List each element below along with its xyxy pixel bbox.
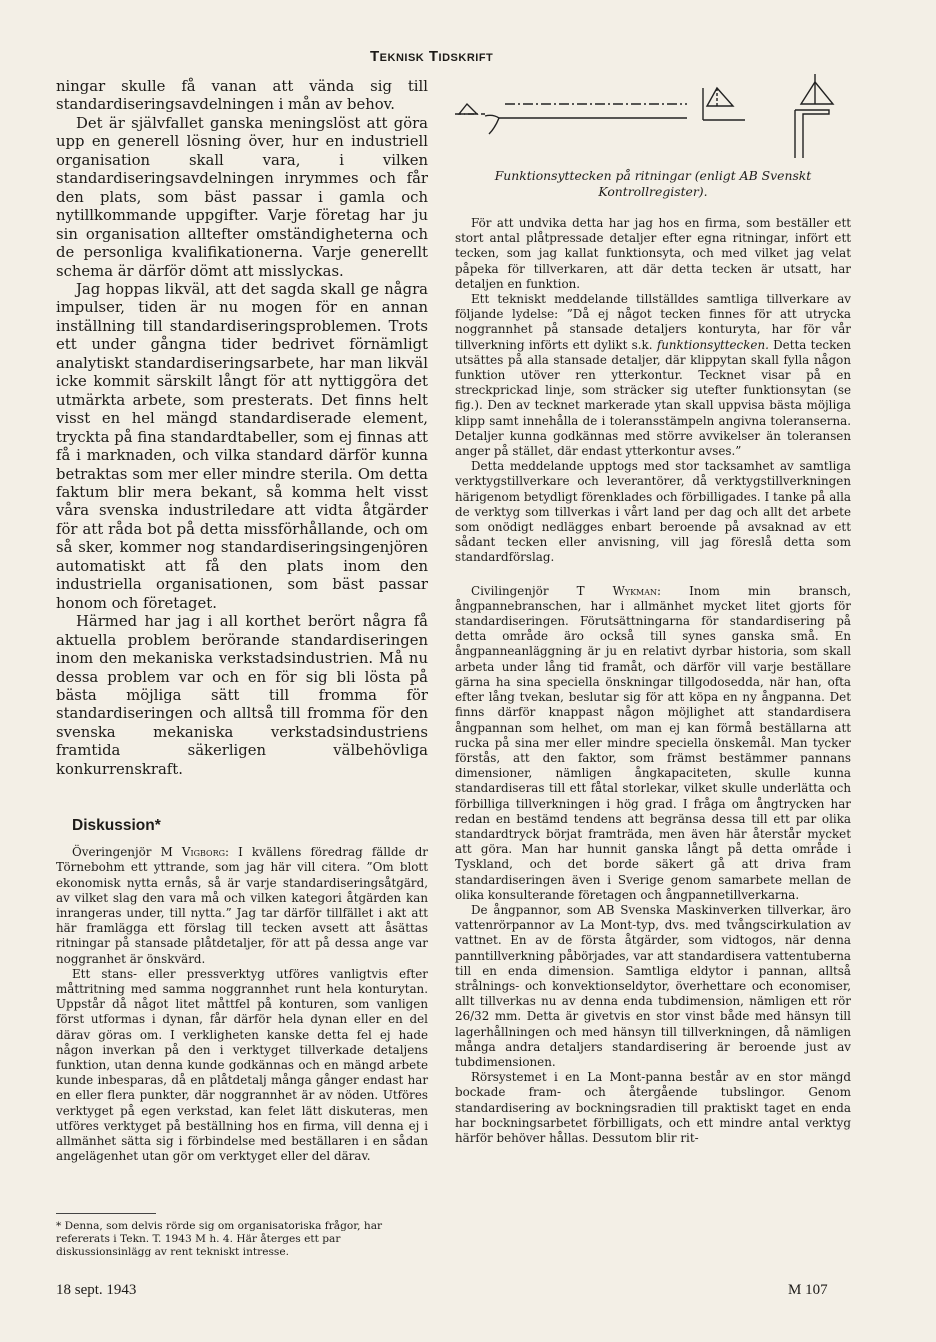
footnote-text: * Denna, som delvis rörde sig om organisatoriska frågor, har refererats i Tekn. T. 1943 M h. 4. Här återges ett par diskussionsinlägg av rent tekniskt intresse. (56, 1220, 383, 1258)
contour-curve (485, 115, 499, 134)
paragraph: Rörsystemet i en La Mont-panna består av en stor mängd bockade fram- och återgående tubslingor. Genom standardisering av bockningsradien till praktiskt taget en enda har bockningsarbetet förbilligats, och ett mindre antal verktyg härför behöver hållas. Dessutom blir rit- (455, 1070, 851, 1145)
discussion-body (56, 845, 428, 1164)
paragraph: Detta meddelande upptogs med stor tacksamhet av samtliga verktygstillverkare och leverantörer, då verktygstillverkningen härigenom betydligt förenklades och förbilligades. I tanke på alla de verktyg som tillverkas i vårt land per dag och allt det arbete som onödigt nedlägges enbart beroende på avsaknad av ett sådant tecken eller anvisning, vill jag föreslå detta som standardförslag. (455, 459, 851, 565)
paragraph: Ett stans- eller pressverktyg utföres vanligtvis efter måttritning med samma noggrannhet runt hela konturytan. Uppstår då något litet måttfel på konturen, som vanligen först utformas i dynan, får därför hela dynan eller en del därav göras om. I verkligheten kanske detta fel ej hade någon inverkan på den i verktyget tillverkade detaljens funktion, utan denna kunde godkännas och en mängd arbete kunde inbesparas, då en plåtdetalj många gånger endast har en eller flera punkter, där noggrannhet är av nöden. Utföres verktyget på egen verkstad, kan felet lätt diskuteras, men utföres verktyget på beställning hos en firma, vill denna ej i allmänhet sätta sig i förbindelse med beställaren i en sådan angelägenhet utan gör om verktyget eller del därav. (56, 966, 428, 1164)
paragraph: Det är självfallet ganska meningslöst att göra upp en generell lösning över, hur en industriell organisation skall vara, i vilken standardiseringsavdelningen inrymmes och får den plats, som bäst passar i gamla och nytillkommande uppgifter. Varje företag har ju sin organisation alltefter omständigheterna och de personliga kvalifikationerna. Varje generellt schema är därför dömt att misslyckas. (56, 114, 428, 280)
triangle-symbol-left (459, 104, 477, 114)
left-column (56, 78, 428, 1164)
paragraph: Jag hoppas likväl, att det sagda skall ge några impulser, tiden är nu mogen för en annan inställning till standardiseringsproblemen. Trots ett under gångna tider bedrivet förnämligt analytiskt standardiseringsarbete, har man likväl icke kommit särskilt långt för att nyttiggöra det utmärkta arbete, som presterats. Det finns helt visst en hel mängd standardiserade element, tryckta på fina standardtabeller, som ej finnas att få i marknaden, och vilka standard därför kunna betraktas som mer eller mindre sterila. Om detta faktum blir mera bekant, så komma helt visst våra svenska industriledare att vidta åtgärder för att råda bot på detta missförhållande, och om så sker, kommer nog standardiseringsingenjören automatiskt att få den plats inom den industriella organisationen, som bäst passar honom och företaget. (56, 280, 428, 612)
paragraph (455, 292, 851, 459)
speaker-name: Vigborg (181, 845, 226, 860)
paragraph (56, 845, 428, 967)
paragraph: De ångpannor, som AB Svenska Maskinverken tillverkar, äro vattenrörpannor av La Mont-typ, dvs. med tvångscirkulation av vattnet. En av de första åtgärder, som vidtogos, när denna panntillverkning påbörjades, var att standardisera vattentuberna till en enda dimension. Samtliga eldytor i pannan, alltså strålnings- och konvektionseldytor, överhettare och economiser, allt tillverkas nu av denna enda tubdimension, nämligen ett rör 26/32 mm. Detta är givetvis en stor vinst både med hänsyn till lagerhållningen och med hänsyn till tillverkningen, då nämligen många andra detaljers standardisering är beroende just av tubdimensionen. (455, 902, 851, 1069)
triangle-symbol-right (801, 82, 833, 104)
speaker-text: : I kvällens föredrag fällde dr Törnebohm ett yttrande, som jag här vill citera. ”Om blott ekonomisk nytta ernås, så är varje standardiseringsåtgärd, av vilket slag den vara må och vilken kategori åtgärden kan inrangeras under, till nytta.” Jag tar därför tillfället i akt att här framlägga ett förslag till tecken avsett att åsättas ritningar på stansade plåtdetaljer, för att på dessa ange var noggranhet är önskvärd. (56, 845, 428, 966)
right-column (455, 72, 851, 1146)
article-body (56, 78, 428, 779)
text-run: Ett tekniskt meddelande tillställdes samtliga tillverkare av följande lydelse: ”Då ej något tecken finnes för att utrycka noggrannhet på stansade detaljers konturyta, har för vår tillverkning införts ett dylikt s.k. (455, 292, 851, 352)
paragraph: Härmed har jag i all korthet berört några få aktuella problem berörande standardiseringen inom den mekaniska verkstadsindustrien. Må nu dessa problem var och en för sig bli lösta på bästa möjliga sätt till fromma för standardiseringen och alltså till fromma för den svenska mekaniska verkstadsindustriens framtida säkerligen välbehövliga konkurrenskraft. (56, 613, 428, 778)
paragraph: För att undvika detta har jag hos en firma, som beställer ett stort antal plåtpressade detaljer efter egna ritningar, infört ett tecken, som jag kallat funktionsyta, och med vilket jag velat påpeka för tillverkaren, att där detta tecken är utsatt, har detaljen en funktion. (455, 216, 851, 291)
page-number: M 107 (788, 1282, 828, 1298)
footnote (56, 1213, 428, 1259)
speaker-title: Civilingenjör T (471, 583, 613, 598)
paragraph (455, 584, 851, 903)
text-run: Detta tecken utsättes på alla stansade detaljer, där klippytan skall fylla någon funktion utöver ren ytterkontur. Tecknet visar på en streckprickad linje, som sträcker sig utefter funktionsytan (se fig.). Den av tecknet markerade ytan skall uppvisa bästa möjliga klipp samt innehålla de i toleransstämpeln angivna toleranserna. Detaljer kunna godkännas med större avvikelser än toleransen anger på stället, där endast ytterkontur avses.” (455, 337, 851, 459)
triangle-symbol-center (707, 88, 733, 106)
footer-date: 18 sept. 1943 (56, 1282, 137, 1298)
function-symbol-figure (455, 74, 851, 158)
speaker-name: Wykman (612, 583, 658, 598)
footnote-rule (56, 1213, 156, 1214)
speaker-text: : Inom min bransch, ångpannebranschen, har i allmänhet mycket litet gjorts för standardiseringen. Förutsättningarna för standardisering på detta område äro också till synes ganska små. En ångpanneanläggning är ju en relativt dyrbar historia, som skall arbeta under lång tid framåt, och därför vill varje beställare gärna ha sina speciella önskningar tillgodosedda, när han, ofta efter lång tvekan, beslutar sig för att köpa en ny ångpanna. Det finns därför knappast någon möjlighet att standardisera ångpannan som helhet, om man ej kan förmå beställarna att rucka på sina mer eller mindre speciella önskemål. Man tycker förstås, att den faktor, som främst bestämmer pannans dimensioner, nämligen ångkapaciteten, skulle kunna standardiseras till ett fåtal storlekar, vilket skulle underlätta och förbilliga tillverkningen i hög grad. I fråga om ångtrycken har redan en bestämd tendens att begränsa dessa till ett par olika standardtryck börjat framträda, men även här återstår mycket att göra. Man har hunnit ganska långt på detta område i Tyskland, och det borde säkert gå att driva fram standardiseringen även i Sverige genom samarbete mellan de olika konsulterande företagen och ångpannetillverkarna. (455, 583, 851, 902)
right-body (455, 216, 851, 1146)
speaker-title: Överingenjör M (72, 845, 182, 860)
figure-caption: Funktionsyttecken på ritningar (enligt AB Svenskt Kontrollregister). (494, 168, 812, 199)
journal-masthead: Teknisk Tidskrift (370, 48, 494, 65)
section-gap (455, 566, 851, 584)
term: funktionsyttecken. (656, 337, 769, 352)
discussion-heading: Diskussion* (72, 817, 161, 835)
paragraph: ningar skulle få vanan att vända sig till standardiseringsavdelningen i mån av behov. (56, 78, 428, 114)
